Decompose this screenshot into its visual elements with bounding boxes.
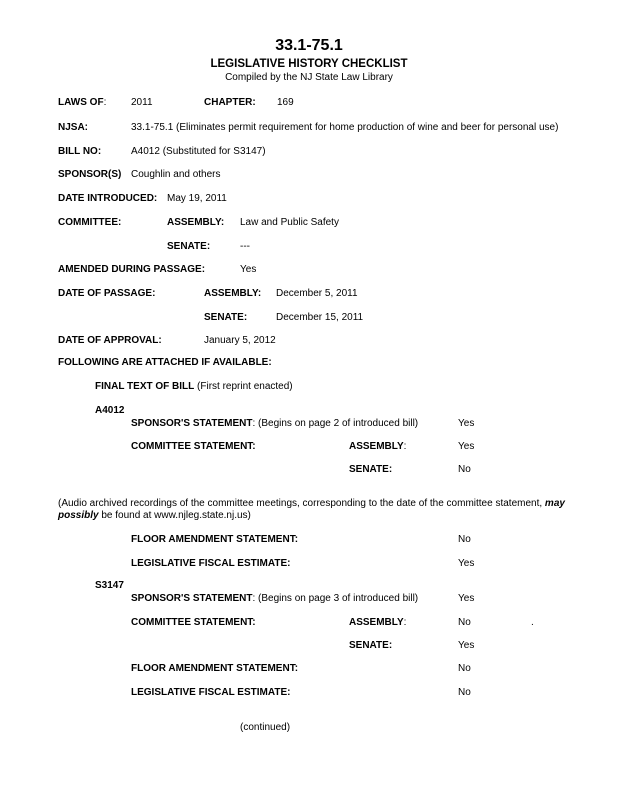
s3147-senate-label: SENATE: (349, 640, 393, 651)
attached-heading: FOLLOWING ARE ATTACHED IF AVAILABLE: (58, 357, 272, 368)
a4012-senate-value: No (458, 464, 471, 475)
a4012-assembly-label: ASSEMBLY: (349, 441, 407, 452)
a4012-senate-label: SENATE: (349, 464, 393, 475)
s3147-assembly-value: No (458, 617, 471, 628)
date-introduced-label: DATE INTRODUCED: (58, 193, 158, 204)
bill-no-value: A4012 (Substituted for S3147) (131, 146, 266, 157)
sponsors-label: SPONSOR(S) (58, 169, 122, 180)
bill-no-label: BILL NO: (58, 146, 102, 157)
committee-assembly-label: ASSEMBLY: (167, 217, 225, 228)
passage-senate-value: December 15, 2011 (276, 312, 364, 323)
s3147-sponsor-value: Yes (458, 593, 475, 604)
sponsors-value: Coughlin and others (131, 169, 221, 180)
a4012-bill-label: A4012 (95, 405, 125, 416)
laws-of-label: LAWS OF: (58, 97, 107, 108)
a4012-sponsor-statement: SPONSOR'S STATEMENT: (Begins on page 2 of introduced bill) (131, 418, 419, 429)
s3147-senate-value: Yes (458, 640, 475, 651)
approval-label: DATE OF APPROVAL: (58, 335, 162, 346)
chapter-value: 169 (277, 97, 294, 108)
laws-of-value: 2011 (131, 97, 153, 108)
a4012-committee-label: COMMITTEE STATEMENT: (131, 441, 256, 452)
s3147-fiscal-label: LEGISLATIVE FISCAL ESTIMATE: (131, 687, 291, 698)
a4012-assembly-value: Yes (458, 441, 475, 452)
s3147-committee-label: COMMITTEE STATEMENT: (131, 617, 256, 628)
s3147-assembly-label: ASSEMBLY: (349, 617, 407, 628)
s3147-fiscal-value: No (458, 687, 471, 698)
njsa-label: NJSA: (58, 122, 89, 133)
amended-label: AMENDED DURING PASSAGE: (58, 264, 206, 275)
a4012-floor-value: No (458, 534, 471, 545)
chapter-label: CHAPTER: (204, 97, 256, 108)
s3147-floor-label: FLOOR AMENDMENT STATEMENT: (131, 663, 299, 674)
approval-value: January 5, 2012 (204, 335, 276, 346)
s3147-bill-label: S3147 (95, 580, 124, 591)
date-introduced-value: May 19, 2011 (167, 193, 227, 204)
a4012-fiscal-label: LEGISLATIVE FISCAL ESTIMATE: (131, 558, 291, 569)
page-subtitle: LEGISLATIVE HISTORY CHECKLIST (210, 58, 408, 70)
a4012-floor-label: FLOOR AMENDMENT STATEMENT: (131, 534, 299, 545)
page-title: 33.1-75.1 (275, 37, 343, 54)
continued-note: (continued) (240, 722, 291, 733)
committee-senate-label: SENATE: (167, 241, 211, 252)
passage-label: DATE OF PASSAGE: (58, 288, 156, 299)
s3147-sponsor-statement: SPONSOR'S STATEMENT: (Begins on page 3 of introduced bill) (131, 593, 419, 604)
s3147-assembly-dot: . (531, 617, 534, 628)
committee-senate-value: --- (240, 241, 250, 252)
committee-label: COMMITTEE: (58, 217, 122, 228)
passage-assembly-label: ASSEMBLY: (204, 288, 262, 299)
committee-assembly-value: Law and Public Safety (240, 217, 339, 228)
njsa-value: 33.1-75.1 (Eliminates permit requirement for home production of wine and beer for personal use) (131, 122, 559, 133)
a4012-sponsor-value: Yes (458, 418, 475, 429)
audio-note: (Audio archived recordings of the committee meetings, corresponding to the date of the committee statement, may possibly be found at www.njleg.state.nj.us) (58, 498, 565, 521)
s3147-floor-value: No (458, 663, 471, 674)
compiled-by: Compiled by the NJ State Law Library (225, 72, 393, 83)
final-text-line: FINAL TEXT OF BILL (First reprint enacted) (95, 381, 293, 392)
amended-value: Yes (240, 264, 257, 275)
a4012-fiscal-value: Yes (458, 558, 475, 569)
passage-assembly-value: December 5, 2011 (276, 288, 358, 299)
passage-senate-label: SENATE: (204, 312, 248, 323)
